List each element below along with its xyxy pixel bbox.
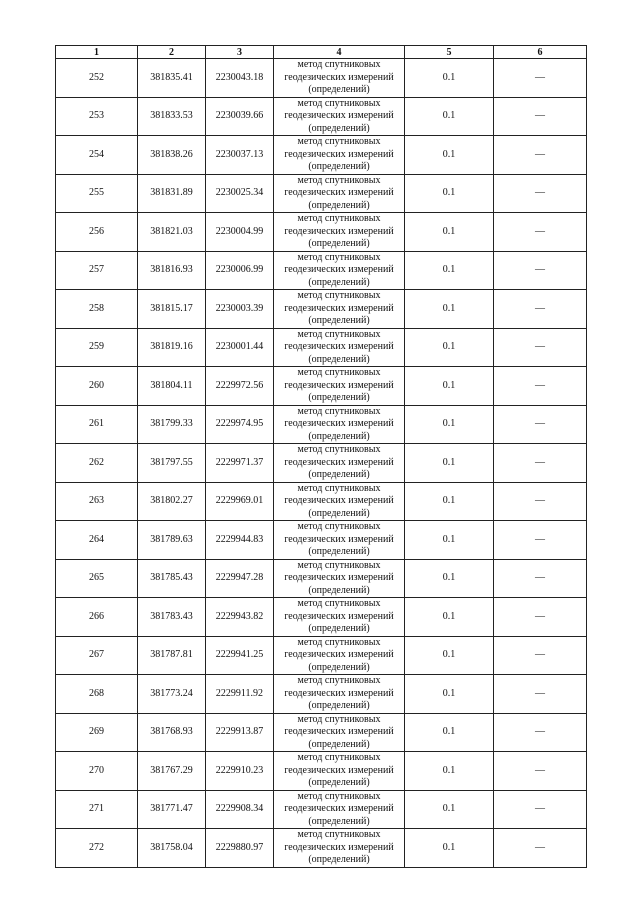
method-line: метод спутниковых — [297, 521, 381, 532]
y-coordinate-cell: 2230039.66 — [206, 97, 274, 136]
y-coordinate-cell: 2229913.87 — [206, 713, 274, 752]
table-row — [56, 675, 587, 714]
accuracy-cell: 0.1 — [405, 251, 494, 290]
point-number-cell: 271 — [56, 790, 138, 829]
method-cell — [274, 290, 405, 329]
method-cell — [274, 636, 405, 675]
note-cell: — — [494, 174, 587, 213]
method-line: (определений) — [308, 122, 370, 134]
method-line: геодезических измерений — [284, 302, 394, 314]
accuracy-cell: 0.1 — [405, 829, 494, 868]
note-cell: — — [494, 713, 587, 752]
method-line: геодезических измерений — [284, 341, 394, 352]
method-line: метод спутниковых — [297, 444, 381, 455]
y-coordinate-cell: 2229971.37 — [206, 444, 274, 483]
method-line: геодезических измерений — [284, 572, 394, 583]
column-header-1: 1 — [56, 46, 138, 59]
accuracy-cell: 0.1 — [405, 136, 494, 175]
table-row — [56, 290, 587, 329]
method-cell — [274, 713, 405, 752]
method-line: (определений) — [308, 315, 370, 326]
method-cell — [274, 444, 405, 483]
method-line: метод спутниковых — [297, 367, 381, 378]
y-coordinate-cell: 2229911.92 — [206, 675, 274, 714]
y-coordinate-cell: 2229941.25 — [206, 636, 274, 675]
table-row — [56, 713, 587, 752]
point-number-cell: 260 — [56, 367, 138, 406]
method-line: метод спутниковых — [297, 97, 381, 109]
method-line: геодезических измерений — [284, 110, 394, 121]
note-cell: — — [494, 559, 587, 598]
table-row — [56, 444, 587, 483]
accuracy-cell: 0.1 — [405, 97, 494, 136]
note-cell: — — [494, 752, 587, 791]
method-cell — [274, 367, 405, 406]
accuracy-cell: 0.1 — [405, 213, 494, 252]
column-header-3: 3 — [206, 46, 274, 59]
y-coordinate-cell: 2229947.28 — [206, 559, 274, 598]
point-number-cell: 267 — [56, 636, 138, 675]
note-cell: — — [494, 136, 587, 175]
accuracy-cell: 0.1 — [405, 559, 494, 598]
table-header — [56, 46, 587, 59]
y-coordinate-cell: 2229908.34 — [206, 790, 274, 829]
x-coordinate-cell: 381789.63 — [138, 521, 206, 560]
note-cell: — — [494, 675, 587, 714]
method-line: геодезических измерений — [284, 148, 394, 160]
method-line: (определений) — [308, 623, 370, 634]
method-line: метод спутниковых — [297, 713, 381, 725]
x-coordinate-cell: 381819.16 — [138, 328, 206, 367]
y-coordinate-cell: 2230003.39 — [206, 290, 274, 329]
y-coordinate-cell: 2229974.95 — [206, 405, 274, 444]
point-number-cell: 263 — [56, 482, 138, 521]
x-coordinate-cell: 381816.93 — [138, 251, 206, 290]
method-line: геодезических измерений — [284, 687, 394, 699]
point-number-cell: 269 — [56, 713, 138, 752]
method-line: (определений) — [308, 392, 370, 403]
method-line: геодезических измерений — [284, 187, 394, 198]
x-coordinate-cell: 381767.29 — [138, 752, 206, 791]
method-line: метод спутниковых — [297, 136, 381, 147]
method-line: метод спутниковых — [297, 290, 381, 301]
accuracy-cell: 0.1 — [405, 174, 494, 213]
method-line: метод спутниковых — [297, 675, 381, 686]
method-line: (определений) — [308, 700, 370, 711]
method-line: метод спутниковых — [297, 482, 381, 494]
table-row — [56, 136, 587, 175]
note-cell: — — [494, 251, 587, 290]
method-line: геодезических измерений — [284, 495, 394, 506]
method-line: (определений) — [308, 199, 370, 211]
method-line: метод спутниковых — [297, 829, 381, 840]
y-coordinate-cell: 2230004.99 — [206, 213, 274, 252]
table-row — [56, 598, 587, 637]
note-cell: — — [494, 636, 587, 675]
accuracy-cell: 0.1 — [405, 675, 494, 714]
y-coordinate-cell: 2229880.97 — [206, 829, 274, 868]
x-coordinate-cell: 381783.43 — [138, 598, 206, 637]
accuracy-cell: 0.1 — [405, 752, 494, 791]
x-coordinate-cell: 381787.81 — [138, 636, 206, 675]
method-line: геодезических измерений — [284, 803, 394, 814]
y-coordinate-cell: 2229943.82 — [206, 598, 274, 637]
y-coordinate-cell: 2230037.13 — [206, 136, 274, 175]
note-cell: — — [494, 59, 587, 98]
column-header-6: 6 — [494, 46, 587, 59]
method-line: геодезических измерений — [284, 649, 394, 660]
coordinates-table — [55, 45, 587, 868]
accuracy-cell: 0.1 — [405, 636, 494, 675]
method-line: (определений) — [308, 777, 370, 788]
y-coordinate-cell: 2229910.23 — [206, 752, 274, 791]
column-header-5: 5 — [405, 46, 494, 59]
y-coordinate-cell: 2229944.83 — [206, 521, 274, 560]
point-number-cell: 264 — [56, 521, 138, 560]
note-cell: — — [494, 367, 587, 406]
method-line: (определений) — [308, 430, 370, 442]
point-number-cell: 259 — [56, 328, 138, 367]
point-number-cell: 254 — [56, 136, 138, 175]
method-line: метод спутниковых — [297, 636, 381, 648]
point-number-cell: 253 — [56, 97, 138, 136]
y-coordinate-cell: 2229972.56 — [206, 367, 274, 406]
method-line: геодезических измерений — [284, 764, 394, 776]
note-cell: — — [494, 213, 587, 252]
x-coordinate-cell: 381758.04 — [138, 829, 206, 868]
table-row — [56, 174, 587, 213]
table-row — [56, 251, 587, 290]
note-cell: — — [494, 598, 587, 637]
method-line: (определений) — [308, 584, 370, 596]
x-coordinate-cell: 381797.55 — [138, 444, 206, 483]
method-line: (определений) — [308, 276, 370, 288]
method-line: (определений) — [308, 815, 370, 827]
note-cell: — — [494, 97, 587, 136]
method-cell — [274, 752, 405, 791]
note-cell: — — [494, 829, 587, 868]
method-line: (определений) — [308, 238, 370, 249]
note-cell: — — [494, 328, 587, 367]
y-coordinate-cell: 2230001.44 — [206, 328, 274, 367]
x-coordinate-cell: 381799.33 — [138, 405, 206, 444]
method-line: метод спутниковых — [297, 328, 381, 340]
method-line: геодезических измерений — [284, 533, 394, 545]
y-coordinate-cell: 2230043.18 — [206, 59, 274, 98]
x-coordinate-cell: 381773.24 — [138, 675, 206, 714]
method-cell — [274, 251, 405, 290]
point-number-cell: 261 — [56, 405, 138, 444]
point-number-cell: 268 — [56, 675, 138, 714]
method-line: (определений) — [308, 661, 370, 673]
method-line: метод спутниковых — [297, 174, 381, 186]
note-cell: — — [494, 482, 587, 521]
y-coordinate-cell: 2230006.99 — [206, 251, 274, 290]
method-cell — [274, 405, 405, 444]
method-cell — [274, 174, 405, 213]
point-number-cell: 265 — [56, 559, 138, 598]
table-row — [56, 752, 587, 791]
table-row — [56, 59, 587, 98]
method-line: (определений) — [308, 507, 370, 519]
method-line: геодезических измерений — [284, 841, 394, 853]
accuracy-cell: 0.1 — [405, 444, 494, 483]
method-line: (определений) — [308, 546, 370, 557]
method-cell — [274, 829, 405, 868]
table-row — [56, 829, 587, 868]
x-coordinate-cell: 381771.47 — [138, 790, 206, 829]
accuracy-cell: 0.1 — [405, 790, 494, 829]
method-cell — [274, 675, 405, 714]
y-coordinate-cell: 2230025.34 — [206, 174, 274, 213]
table-row — [56, 636, 587, 675]
x-coordinate-cell: 381785.43 — [138, 559, 206, 598]
method-line: метод спутниковых — [297, 213, 381, 224]
table-row — [56, 367, 587, 406]
method-line: геодезических измерений — [284, 264, 394, 275]
point-number-cell: 270 — [56, 752, 138, 791]
x-coordinate-cell: 381821.03 — [138, 213, 206, 252]
note-cell: — — [494, 405, 587, 444]
accuracy-cell: 0.1 — [405, 713, 494, 752]
method-cell — [274, 559, 405, 598]
method-cell — [274, 59, 405, 98]
method-line: метод спутниковых — [297, 59, 381, 70]
note-cell: — — [494, 790, 587, 829]
column-header-4: 4 — [274, 46, 405, 59]
method-line: метод спутниковых — [297, 405, 381, 417]
note-cell: — — [494, 444, 587, 483]
x-coordinate-cell: 381831.89 — [138, 174, 206, 213]
table-row — [56, 405, 587, 444]
accuracy-cell: 0.1 — [405, 290, 494, 329]
point-number-cell: 262 — [56, 444, 138, 483]
accuracy-cell: 0.1 — [405, 598, 494, 637]
table-row — [56, 559, 587, 598]
table-row — [56, 97, 587, 136]
point-number-cell: 252 — [56, 59, 138, 98]
x-coordinate-cell: 381833.53 — [138, 97, 206, 136]
table-row — [56, 328, 587, 367]
method-line: геодезических измерений — [284, 71, 394, 83]
table-body — [56, 59, 587, 868]
table-row — [56, 790, 587, 829]
point-number-cell: 272 — [56, 829, 138, 868]
method-cell — [274, 790, 405, 829]
method-cell — [274, 598, 405, 637]
method-cell — [274, 482, 405, 521]
table-row — [56, 521, 587, 560]
x-coordinate-cell: 381835.41 — [138, 59, 206, 98]
x-coordinate-cell: 381768.93 — [138, 713, 206, 752]
note-cell: — — [494, 290, 587, 329]
header-row — [56, 46, 587, 59]
method-cell — [274, 521, 405, 560]
point-number-cell: 266 — [56, 598, 138, 637]
method-line: (определений) — [308, 84, 370, 95]
method-line: геодезических измерений — [284, 610, 394, 622]
method-line: геодезических измерений — [284, 726, 394, 737]
x-coordinate-cell: 381802.27 — [138, 482, 206, 521]
table-row — [56, 482, 587, 521]
table-row — [56, 213, 587, 252]
accuracy-cell: 0.1 — [405, 405, 494, 444]
method-line: геодезических измерений — [284, 418, 394, 429]
accuracy-cell: 0.1 — [405, 482, 494, 521]
method-line: (определений) — [308, 854, 370, 865]
note-cell: — — [494, 521, 587, 560]
point-number-cell: 256 — [56, 213, 138, 252]
accuracy-cell: 0.1 — [405, 328, 494, 367]
method-line: геодезических измерений — [284, 456, 394, 468]
method-line: (определений) — [308, 161, 370, 172]
method-line: метод спутниковых — [297, 251, 381, 263]
method-line: (определений) — [308, 738, 370, 750]
accuracy-cell: 0.1 — [405, 367, 494, 406]
column-header-2: 2 — [138, 46, 206, 59]
method-cell — [274, 213, 405, 252]
method-line: (определений) — [308, 469, 370, 480]
method-line: геодезических измерений — [284, 225, 394, 237]
method-line: метод спутниковых — [297, 598, 381, 609]
method-line: метод спутниковых — [297, 559, 381, 571]
method-line: геодезических измерений — [284, 379, 394, 391]
accuracy-cell: 0.1 — [405, 521, 494, 560]
x-coordinate-cell: 381815.17 — [138, 290, 206, 329]
accuracy-cell: 0.1 — [405, 59, 494, 98]
method-cell — [274, 328, 405, 367]
x-coordinate-cell: 381804.11 — [138, 367, 206, 406]
method-cell — [274, 97, 405, 136]
y-coordinate-cell: 2229969.01 — [206, 482, 274, 521]
x-coordinate-cell: 381838.26 — [138, 136, 206, 175]
method-line: (определений) — [308, 353, 370, 365]
point-number-cell: 255 — [56, 174, 138, 213]
method-line: метод спутниковых — [297, 790, 381, 802]
point-number-cell: 257 — [56, 251, 138, 290]
method-cell — [274, 136, 405, 175]
method-line: метод спутниковых — [297, 752, 381, 763]
point-number-cell: 258 — [56, 290, 138, 329]
